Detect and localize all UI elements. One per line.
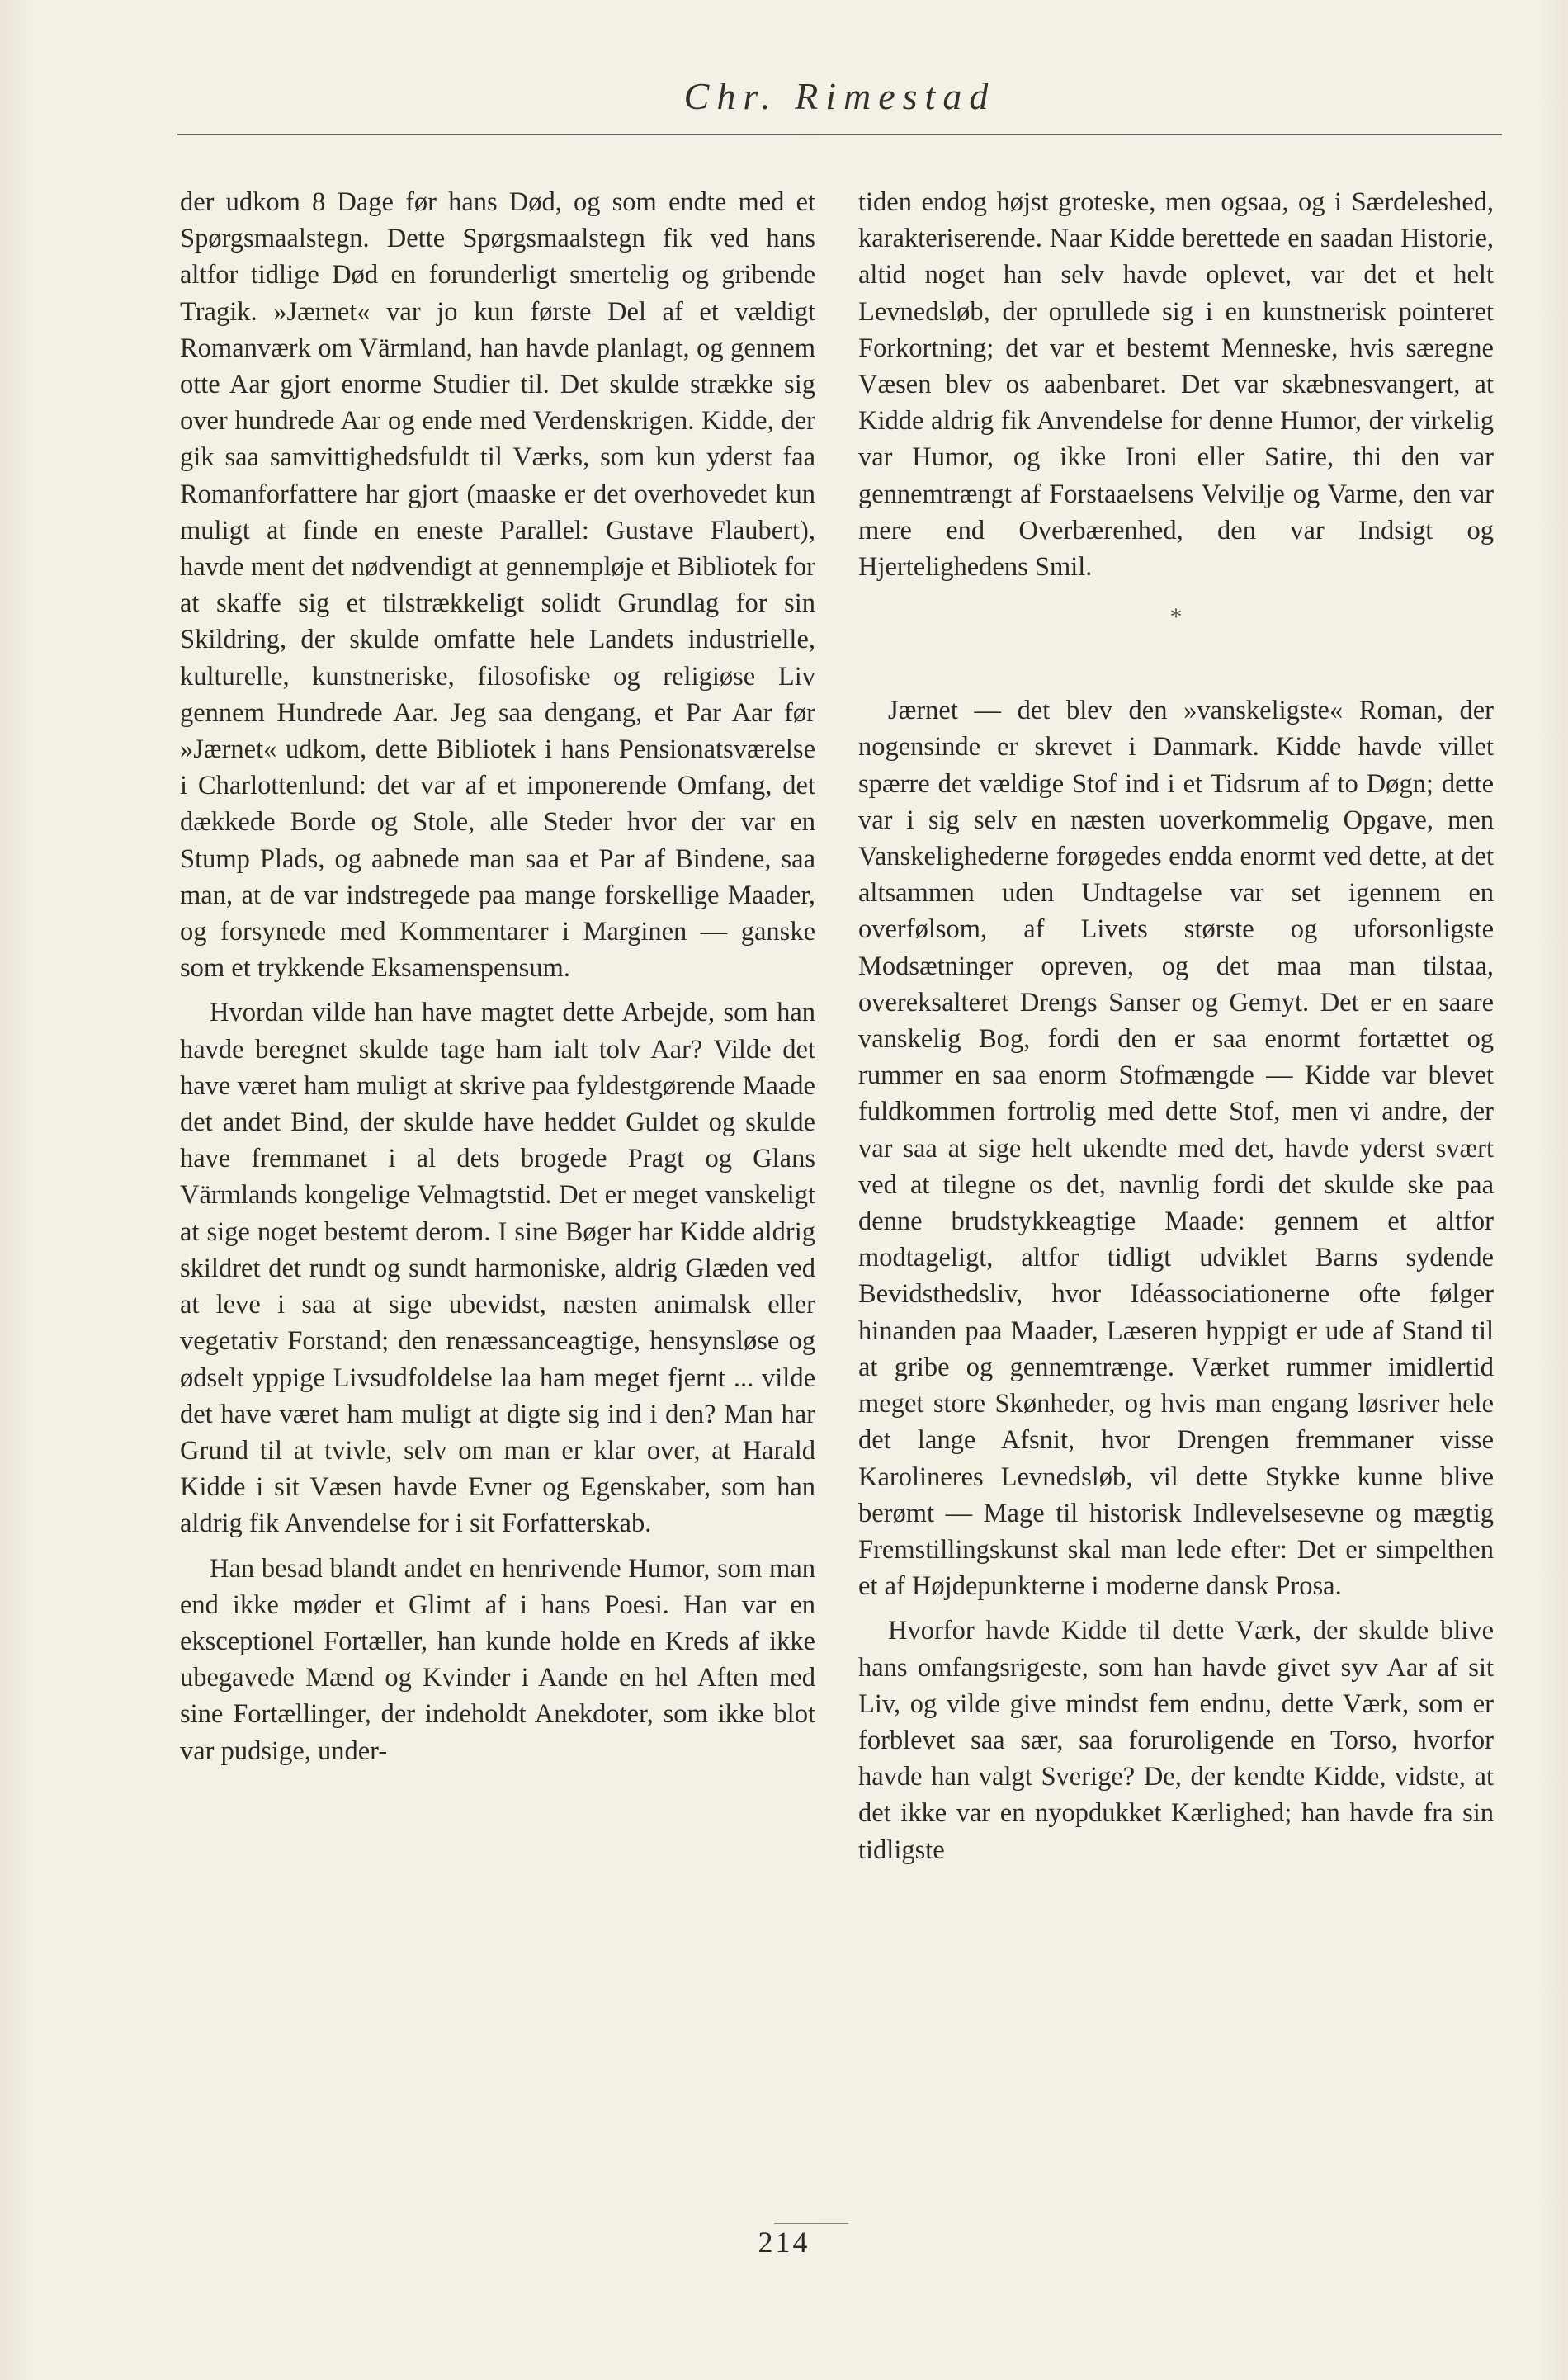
section-break-asterisk: * (1169, 603, 1183, 631)
right-paragraph-3: Hvorfor havde Kidde til dette Værk, der skulde blive hans omfangsrigeste, som han havde givet syv Aar af sit Liv, og vilde give mindst fem endnu, dette Værk, som er forblevet saa sær, saa foruroligende en Torso, hvorfor havde han valgt Sverige? De, der kendte Kidde, vidste, at det ikke var en nyopdukket Kærlighed; han havde fra sin tidligste (858, 1616, 1494, 1865)
left-paragraph-3: Han besad blandt andet en henrivende Humor, som man end ikke møder et Glimt af i hans Poesi. Han var en eksceptionel Fortæller, han kunde holde en Kreds af ikke ubegavede Mænd og Kvinder i Aande en hel Aften med sine Fortællinger, der indeholdt Anekdoter, som ikke blot var pudsige, under- (180, 1553, 815, 1766)
header-rule (177, 134, 1502, 135)
right-paragraph-2: Jærnet — det blev den »vanskeligste« Roman, der nogensinde er skrevet i Danmark. Kidde havde villet spærre det vældige Stof ind i et Tidsrum af to Døgn; dette var i sig selv en næsten uoverkommelig Opgave, men Vanskelighederne forøgedes endda enormt ved dette, at det altsammen uden Undtagelse var set igennem en overfølsom, af Livets største og uforsonligste Modsætninger opreven, og det maa man tilstaa, overeksalteret Drengs Sanser og Gemyt. Det er en saare vanskelig Bog, fordi den er saa enormt fortættet og rummer en saa enorm Stofmængde — Kidde var blevet fuldkommen fortrolig med dette Stof, men vi andre, der var saa at sige helt ukendte med det, havde yderst svært ved at tilegne os det, navnlig fordi det skulde ske paa denne brudstykkeagtige Maade: gennem et altfor modtageligt, altfor tidligt udviklet Barns sydende Bevidsthedsliv, hvor Idéassociationerne ofte følger hinanden paa Maader, Læseren hyppigt er ude af Stand til at gribe og gennemtrænge. Værket rummer imidlertid meget store Skønheder, og hvis man engang løsriver hele det lange Afsnit, hvor Drengen fremmaner visse Karolineres Levnedsløb, vil dette Stykke kunne blive berømt — Mage til historisk Indlevelsesevne og mægtig Fremstillingskunst skal man lede efter: Det er simpelthen et af Højdepunkterne i moderne dansk Prosa. (858, 696, 1494, 1602)
header-author-title: Chr. Rimestad (683, 75, 996, 117)
left-column (180, 184, 815, 1769)
left-paragraph-2: Hvordan vilde han have magtet dette Arbejde, som han havde beregnet skulde tage ham ialt tolv Aar? Vilde det have været ham muligt at skrive paa fyldestgørende Maade det andet Bind, der skulde have heddet Guldet og skulde have fremmanet i al dets brogede Pragt og Glans Värmlands kongelige Velmagtstid. Det er meget vanskeligt at sige noget bestemt derom. I sine Bøger har Kidde aldrig skildret det rundt og sundt harmoniske, aldrig Glæden ved at leve i saa at sige ubevidst, næsten animalsk eller vegetativ Forstand; den renæssanceagtige, hensynsløse og ødselt yppige Livsudfoldelse laa ham meget fjernt ... vilde det have været ham muligt at digte sig ind i den? Man har Grund til at tvivle, selv om man er klar over, at Harald Kidde i sit Væsen havde Evner og Egenskaber, som han aldrig fik Anvendelse for i sit Forfatterskab. (180, 998, 815, 1539)
right-column (858, 184, 1494, 1868)
right-paragraph-1: tiden endog højst groteske, men ogsaa, og i Særdeleshed, karakteriserende. Naar Kidde berettede en saadan Historie, altid noget han selv havde oplevet, var det et helt Levnedsløb, der oprullede sig i en kunstnerisk pointeret Forkortning; det var et bestemt Menneske, hvis særegne Væsen blev os aabenbaret. Det var skæbnesvangert, at Kidde aldrig fik Anvendelse for denne Humor, der virkelig var Humor, og ikke Ironi eller Satire, thi den var gennemtrængt af Forstaaelsens Velvilje og Varme, den var mere end Overbærenhed, den var Indsigt og Hjertelighedens Smil. (858, 187, 1494, 583)
page-number-rule (774, 2223, 848, 2224)
left-paragraph-1: der udkom 8 Dage før hans Død, og som endte med et Spørgsmaalstegn. Dette Spørgsmaalstegn fik ved hans altfor tidlige Død en forunderligt smertelig og gribende Tragik. »Jærnet« var jo kun første Del af et vældigt Romanværk om Värmland, han havde planlagt, og gennem otte Aar gjort enorme Studier til. Det skulde strække sig over hundrede Aar og ende med Verdenskrigen. Kidde, der gik saa samvittighedsfuldt til Værks, som kun yderst faa Romanforfattere har gjort (maaske er det overhovedet kun muligt at finde en eneste Parallel: Gustave Flaubert), havde ment det nødvendigt at gennempløje et Bibliotek for at skaffe sig et tilstrækkeligt solidt Grundlag for sin Skildring, der skulde omfatte hele Landets industrielle, kulturelle, kunstneriske, filosofiske og religiøse Liv gennem Hundrede Aar. Jeg saa dengang, et Par Aar før »Jærnet« udkom, dette Bibliotek i hans Pensionatsværelse i Charlottenlund: det var af et imponerende Omfang, det dækkede Borde og Stole, alle Steder hvor der var en Stump Plads, og aabnede man saa et Par af Bindene, saa man, at de var indstregede paa mange forskellige Maader, og forsynede med Kommentarer i Marginen — ganske som et trykkende Eksamenspensum. (180, 187, 815, 984)
page-number: 214 (758, 2226, 810, 2259)
running-header (177, 74, 1502, 140)
